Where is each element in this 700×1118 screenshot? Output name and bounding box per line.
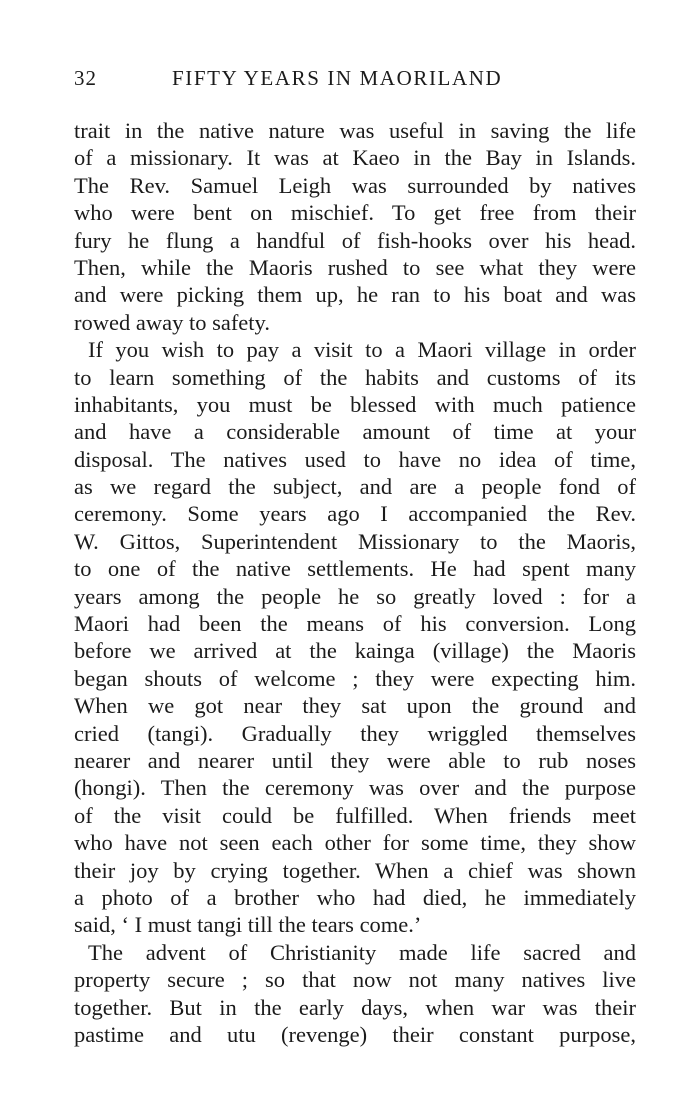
text-line: and have a considerable amount of time at your	[74, 419, 636, 445]
text-line: and were picking them up, he ran to his boat and was	[74, 282, 636, 308]
text-line: before we arrived at the kainga (village) the Maoris	[74, 638, 636, 664]
text-line: rowed away to safety.	[74, 309, 270, 335]
text-line: began shouts of welcome ; they were expecting him.	[74, 665, 636, 691]
text-line: Then, while the Maoris rushed to see what they were	[74, 254, 636, 280]
text-line: of a missionary. It was at Kaeo in the Bay in Islands.	[74, 145, 636, 171]
text-line: The Rev. Samuel Leigh was surrounded by natives	[74, 172, 636, 198]
text-line: nearer and nearer until they were able to rub noses	[74, 747, 636, 773]
paragraph	[74, 336, 636, 939]
text-line: to learn something of the habits and customs of its	[74, 364, 636, 390]
text-line: together. But in the early days, when war was their	[74, 994, 636, 1020]
text-line: ceremony. Some years ago I accompanied the Rev.	[74, 501, 636, 527]
text-line: If you wish to pay a visit to a Maori village in order	[88, 337, 636, 363]
text-line: W. Gittos, Superintendent Missionary to the Maoris,	[74, 528, 636, 554]
text-line: cried (tangi). Gradually they wriggled themselves	[74, 720, 636, 746]
paragraph	[74, 939, 636, 1049]
text-line: of the visit could be fulfilled. When friends meet	[74, 802, 636, 828]
text-line: a photo of a brother who had died, he immediately	[74, 884, 636, 910]
paragraph	[74, 117, 636, 336]
text-line: inhabitants, you must be blessed with much patience	[74, 391, 636, 417]
text-line: trait in the native nature was useful in saving the life	[74, 118, 636, 143]
text-line: to one of the native settlements. He had spent many	[74, 556, 636, 582]
text-line: pastime and utu (revenge) their constant purpose,	[74, 1021, 636, 1047]
text-line: disposal. The natives used to have no idea of time,	[74, 446, 636, 472]
text-line: (hongi). Then the ceremony was over and the purpose	[74, 775, 636, 801]
text-line: fury he flung a handful of fish-hooks over his head.	[74, 227, 636, 253]
text-line: property secure ; so that now not many natives live	[74, 967, 636, 993]
text-line: who were bent on mischief. To get free from their	[74, 200, 636, 226]
body-text	[74, 117, 636, 1048]
text-line: as we regard the subject, and are a people fond of	[74, 474, 636, 500]
text-line: Maori had been the means of his conversion. Long	[74, 611, 636, 637]
page-number: 32	[74, 66, 97, 90]
text-line: who have not seen each other for some time, they show	[74, 830, 636, 856]
running-head	[74, 66, 634, 102]
book-title: FIFTY YEARS IN MAORILAND	[172, 66, 503, 90]
text-line: years among the people he so greatly loved : for a	[74, 583, 636, 609]
text-line: When we got near they sat upon the ground and	[74, 693, 636, 719]
text-line: their joy by crying together. When a chief was shown	[74, 857, 636, 883]
text-line: said, ‘ I must tangi till the tears come.’	[74, 912, 422, 938]
text-line: The advent of Christianity made life sacred and	[88, 939, 636, 965]
